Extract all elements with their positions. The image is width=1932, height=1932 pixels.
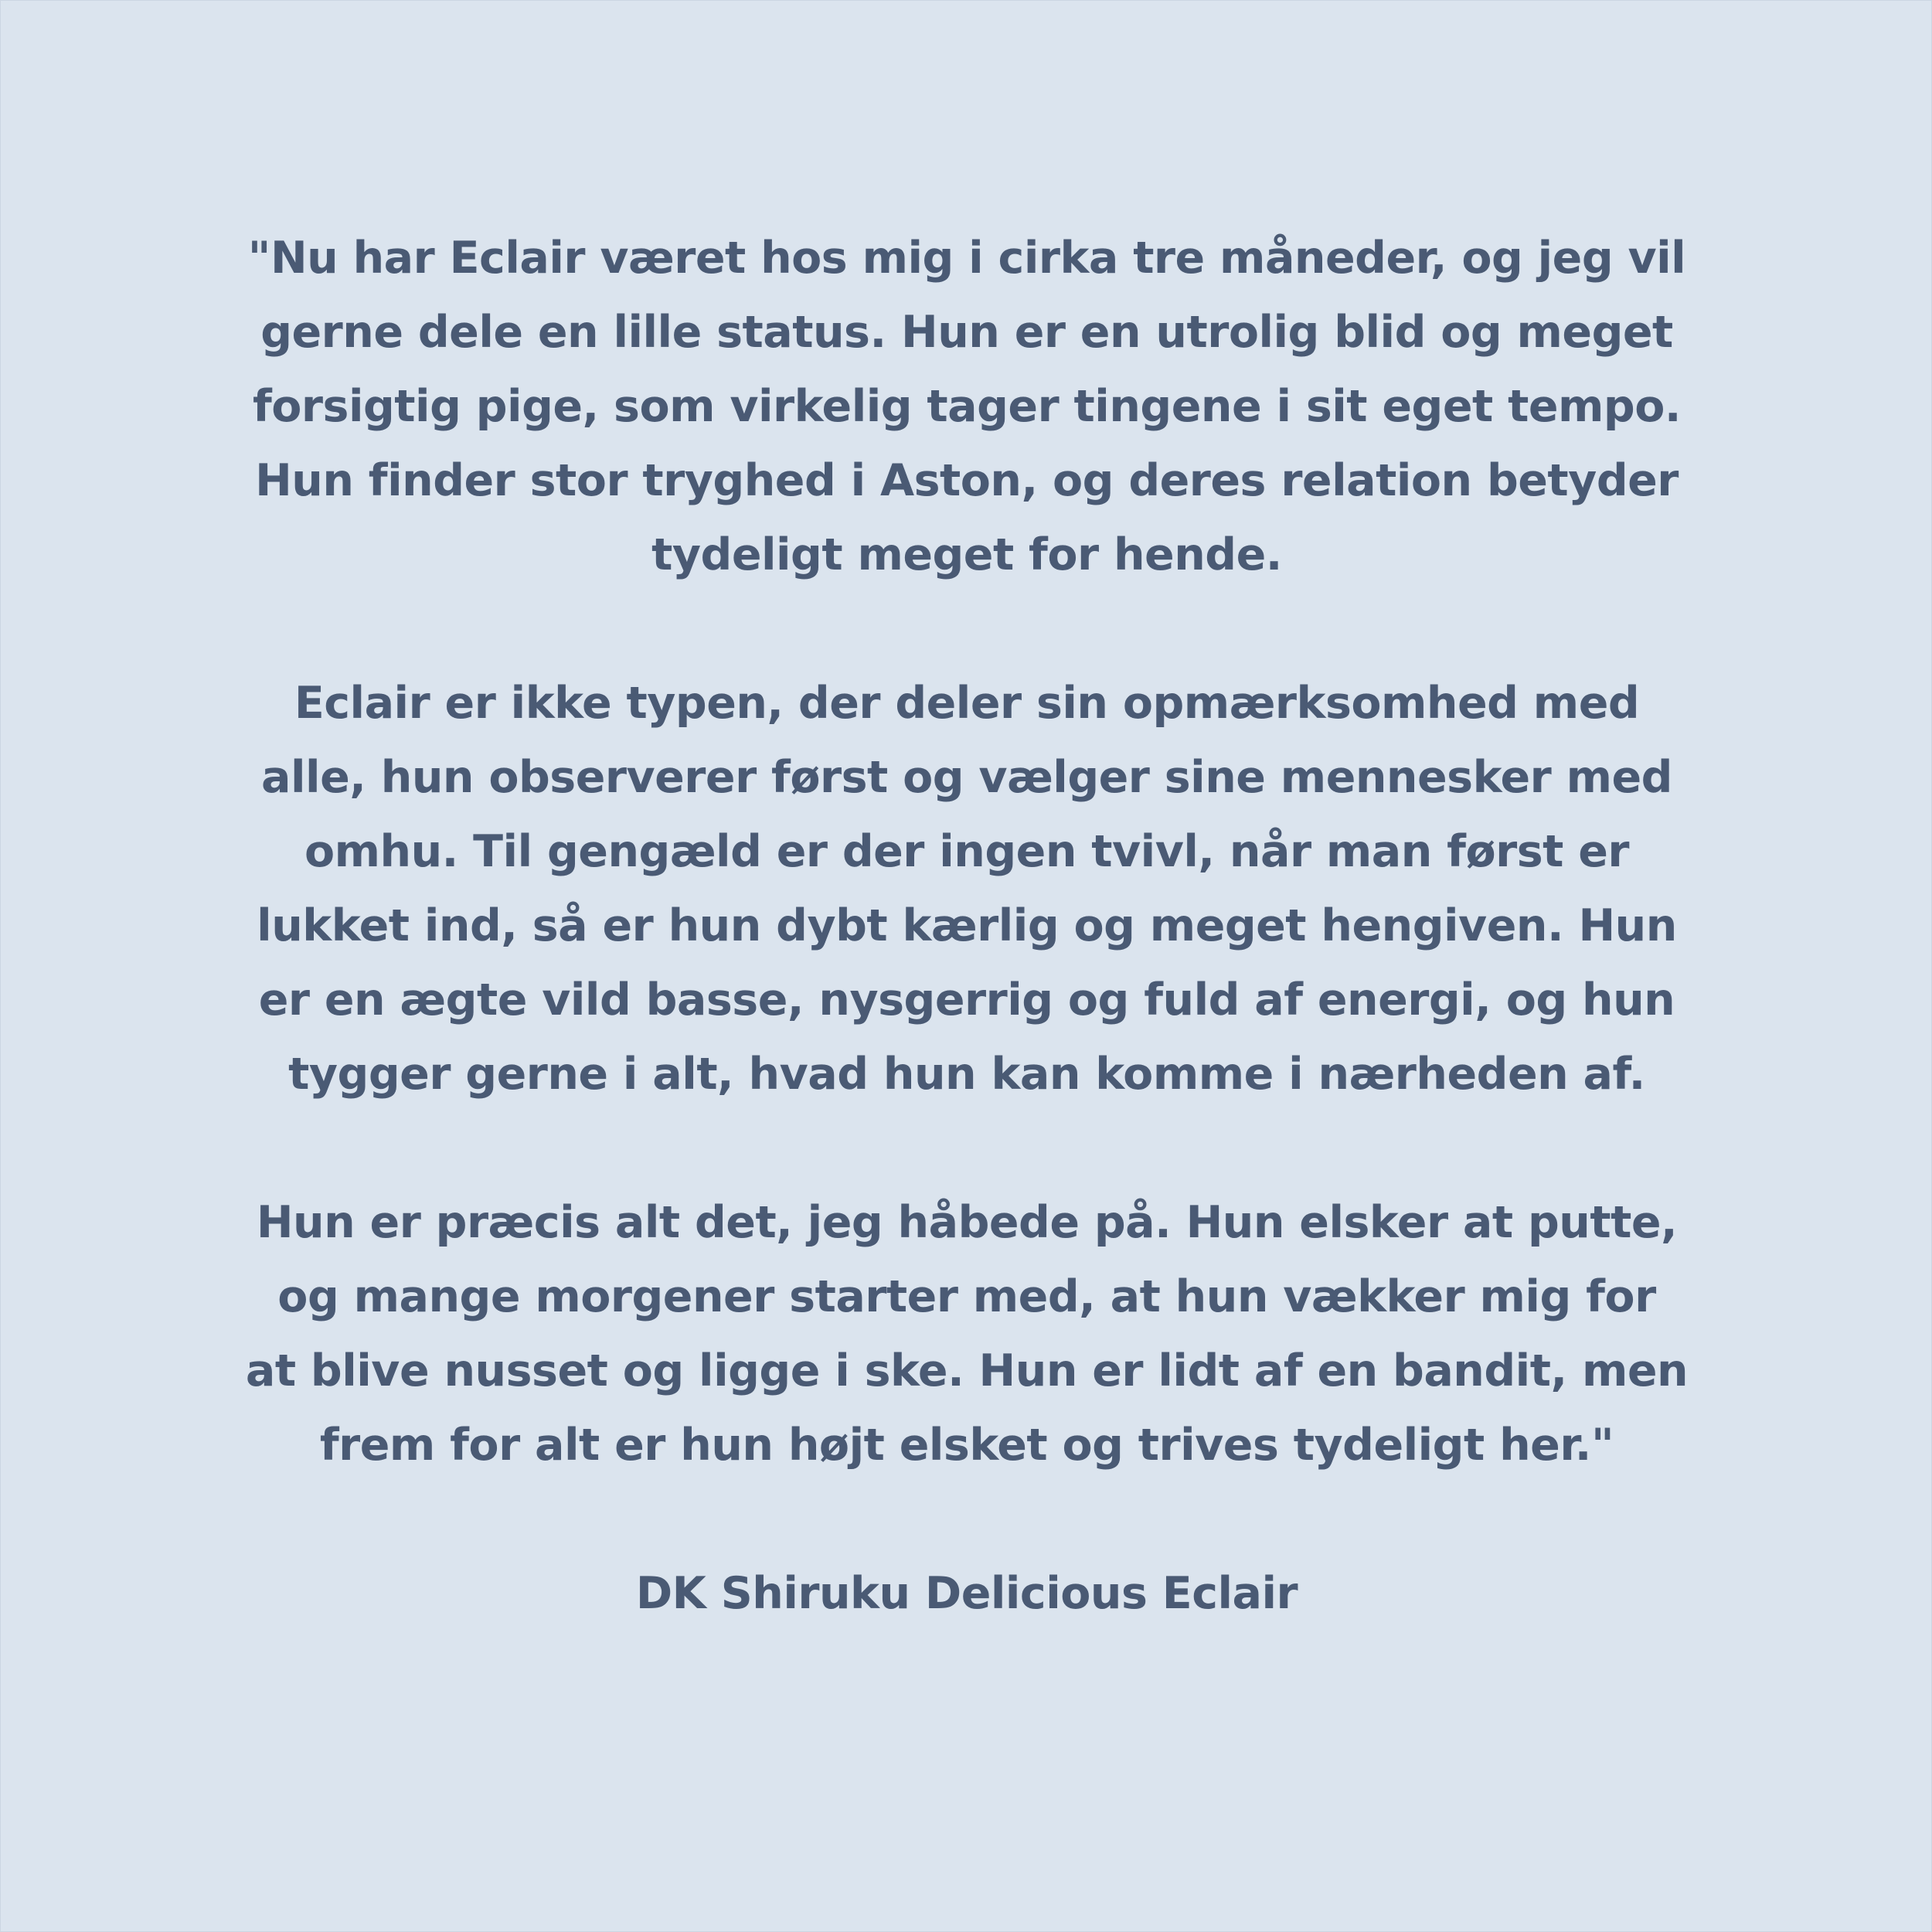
paragraph-1-line-2: gerne dele en lille status. Hun er en utrolig blid og meget: [260, 307, 1673, 358]
paragraph-1-line-5: tydeligt meget for hende.: [651, 529, 1282, 580]
paragraph-3-line-3: at blive nusset og ligge i ske. Hun er lidt af en bandit, men: [245, 1345, 1689, 1396]
paragraph-3-line-1: Hun er præcis alt det, jeg håbede på. Hun elsker at putte,: [256, 1197, 1678, 1248]
paragraph-1-line-3: forsigtig pige, som virkelig tager tingene i sit eget tempo.: [252, 381, 1682, 432]
paragraph-3-line-2: og mange morgener starter med, at hun vækker mig for: [277, 1271, 1656, 1322]
paragraph-2: [124, 666, 1809, 1111]
paragraph-1-line-1: "Nu har Eclair været hos mig i cirka tre måneder, og jeg vil: [247, 233, 1686, 284]
paragraph-2-line-2: alle, hun observerer først og vælger sine mennesker med: [261, 752, 1672, 803]
paragraph-spacer: [124, 592, 1809, 666]
testimonial-text: [124, 221, 1809, 1631]
paragraph-3-line-4: frem for alt er hun højt elsket og trives tydeligt her.": [319, 1420, 1614, 1471]
paragraph-2-line-3: omhu. Til gengæld er der ingen tvivl, når man først er: [304, 826, 1630, 877]
paragraph-2-line-1: Eclair er ikke typen, der deler sin opmærksomhed med: [294, 678, 1640, 729]
paragraph-1-line-4: Hun finder stor tryghed i Aston, og deres relation betyder: [255, 455, 1679, 506]
paragraph-3: [124, 1185, 1809, 1482]
signature: DK Shiruku Delicious Eclair: [635, 1568, 1298, 1619]
paragraph-2-line-4: lukket ind, så er hun dybt kærlig og meget hengiven. Hun: [257, 900, 1677, 951]
paragraph-2-line-6: tygger gerne i alt, hvad hun kan komme i nærheden af.: [288, 1049, 1645, 1100]
paragraph-spacer: [124, 1482, 1809, 1556]
paragraph-1: [124, 221, 1809, 592]
paragraph-2-line-5: er en ægte vild basse, nysgerrig og fuld af energi, og hun: [258, 975, 1675, 1026]
paragraph-spacer: [124, 1111, 1809, 1185]
